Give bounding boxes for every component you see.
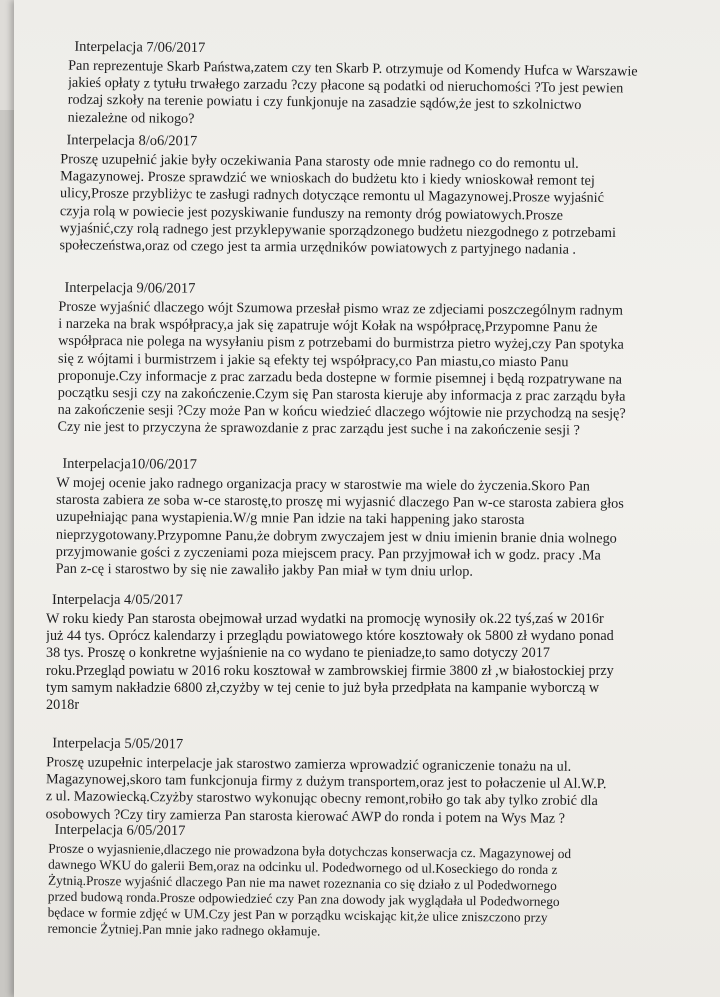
- text-line: Pan z-cę i starostwo by się nie zawaliło jakby Pan miał w tym dniu urlop.: [55, 560, 473, 580]
- entry-title: Interpelacja 9/06/2017: [64, 279, 196, 297]
- text-line: się z wójtami i burmistrzem i jakie są efekty tej współpracy,co Pan miastu,co miasto Panu: [57, 350, 569, 370]
- text-line: Pan reprezentuje Skarb Państwa,zatem czy ten Skarb P. otrzymuje od Komendy Hufca w Warszawie: [68, 57, 638, 80]
- text-line: społeczeństwa,oraz od czego jest ta armia urzędników powiatowych z partyjnego nadania .: [59, 237, 577, 258]
- text-line: już 44 tys. Oprócz kalendarzy i przeglądu powiatowego które kosztowały ok 5800 zł wydano ponad: [46, 628, 614, 645]
- text-line: jakieś opłaty z tytułu trwałego zarzadu ?czy płacone są podatki od nieruchomości ?To jest pewien: [67, 74, 624, 97]
- text-line: wyjaśnić,czy rolą radnego jest przyklepywanie sporządzonego budżetu niezgodnego z potrzebami: [59, 220, 617, 241]
- text-line: i narzeka na brak współpracy,a jak się zapatruje wójt Kołak na współpracę,Przypomne Panu że: [58, 315, 598, 336]
- text-line: 2018r: [46, 697, 80, 714]
- text-line: początku sesji czy na zakończenie.Czym się Pan starosta kieruje aby informacja z prac zarządu była: [57, 384, 626, 405]
- text-line: na zakończenie sesji ?Czy może Pan w końcu wiedzieć dlaczego wójtowie nie przychodzą na sesję?: [57, 401, 626, 422]
- text-line: dawnego WKU do galerii Bem,oraz na odcinku ul. Podedwornego od ul.Koseckiego do ronda z: [48, 856, 558, 877]
- text-line: ulicy,Prosze przybliżyc te zasługi radnych dotyczące remontu ul Magazynowej.Prosze wyjaśnić: [59, 185, 604, 207]
- text-line: tym samym nakładzie 6800 zł,czyżby w tej cenie to już była przedpłata na kampanie wyborczą w: [46, 679, 600, 696]
- text-line: osobowych ?Czy tiry zamierza Pan starosta kierować AWP do ronda i potem na Wys Maz ?: [45, 805, 566, 827]
- text-line: proponuje.Czy informacje z prac zarzadu beda dostepne w formie pisemnej i będą rozpatrywane na: [57, 367, 623, 388]
- text-line: Proszę uzupełnic interpelacje jak starostwo zamierza wprowadzić ograniczenie tonażu na ul.: [46, 754, 572, 775]
- text-line: 38 tys. Proszę o konkretne wyjaśnienie na co wydano te pieniadze,to samo dotyczy 2017: [46, 645, 550, 662]
- text-line: Prosze o wyjasnienie,dlaczego nie prowadzona była dotychczas konserwacja cz. Magazynowej od: [48, 840, 572, 862]
- text-line: remoncie Żytniej.Pan mnie jako radnego okłamuje.: [47, 920, 321, 939]
- text-line: roku.Przegląd powiatu w 2016 roku kosztował w zambrowskiej firmie 3800 zł ,w białostockiej przy: [46, 662, 614, 679]
- text-line: uzupełniając pana wystapienia.W/g mnie Pan idzie na taki happening jako starosta: [55, 509, 525, 529]
- text-line: Magazynowej. Prosze sprawdzić we wnioskach do budżetu kto i kiedy wnioskował remont tej: [60, 168, 595, 190]
- text-line: starosta zabiera ze soba w-ce starostę,to proszę mi wyjasnić dlaczego Pan w-ce starosta zabiera głos: [56, 491, 624, 512]
- text-line: czyja rolą w powiecie jest pozyskiwanie funduszy na remonty dróg powiatowych.Prosze: [59, 202, 564, 224]
- text-line: przed budową ronda.Prosze odpowiedzieć czy Pan zna dowody jak wyglądała ul Podedwornego: [47, 888, 560, 910]
- interpelation-4-05: [46, 592, 686, 714]
- entry-title: Interpelacja 5/05/2017: [52, 735, 184, 753]
- entry-title: Interpelacja 8/o6/2017: [66, 132, 198, 150]
- text-line: W mojej ocenie jako radnego organizacja pracy w starostwie ma wiele do życzenia.Skoro Pan: [56, 474, 590, 495]
- interpelation-10-06: [56, 456, 697, 583]
- text-line: nieprzygotowany.Przypomne Panu,że dobrym zwyczajem jest w dniu imienin branie dnia wolnego: [55, 526, 617, 547]
- entry-title: Interpelacja 7/06/2017: [74, 38, 206, 57]
- text-line: współpraca nie polega na wysyłaniu pism z potrzebami do burmistrza pietro wyżej,czy Pan spotyka: [58, 333, 624, 354]
- text-line: Czy nie jest to przyczyna że sprawozdanie z prac zarządu jest suche i na zakończenie sesji ?: [57, 419, 580, 439]
- interpelation-6-05: [47, 822, 688, 944]
- text-line: Żytnią.Prosze wyjaśnić dlaczego Pan nie ma nawet rozeznania co się działo z ul Podedwornego: [47, 872, 557, 893]
- text-line: Proszę uzupełnić jakie były oczekiwania Pana starosty ode mnie radnego co do remontu ul.: [60, 151, 579, 172]
- text-line: Prosze wyjaśnić dlaczego wójt Szumowa przesłał pismo wraz ze zdjeciami poszczególnym radnym: [58, 298, 623, 319]
- entry-title: Interpelacja 4/05/2017: [52, 592, 183, 608]
- text-line: rodzaj szkoły na terenie powiatu i czy funkjonuje na zasadzie sądów,że jest to szkolnictwo: [67, 92, 582, 114]
- text-line: Magazynowej,skoro tam funkcjonuja firmy z dużym transportem,oraz jest to połaczenie ul Al.W.P.: [45, 771, 607, 793]
- text-line: przyjmowanie gości z zyczeniami poza miejscem pracy. Pan przyjmował ich w godz. pracy .Ma: [55, 543, 601, 564]
- text-line: W roku kiedy Pan starosta obejmował urzad wydatki na promocję wynosiły ok.22 tyś,zaś w 2016r: [46, 611, 604, 627]
- interpelation-8-06: [59, 132, 700, 260]
- interpelation-5-05: [46, 735, 687, 828]
- interpelation-7-06: [68, 39, 709, 134]
- text-line: niezależne od nikogo?: [67, 109, 195, 127]
- text-line: z ul. Mazowiecką.Czyżby starostwo wykonując obecny remont,robiło go tak aby tylko zrobić dla: [45, 788, 598, 810]
- entry-title: Interpelacja10/06/2017: [62, 455, 197, 473]
- entry-title: Interpelacja 6/05/2017: [54, 821, 186, 840]
- text-line: będace w formie zdjęć w UM.Czy jest Pan w porządku wciskając kit,że ulice zniszczono przy: [47, 904, 548, 925]
- interpelation-9-06: [57, 280, 698, 441]
